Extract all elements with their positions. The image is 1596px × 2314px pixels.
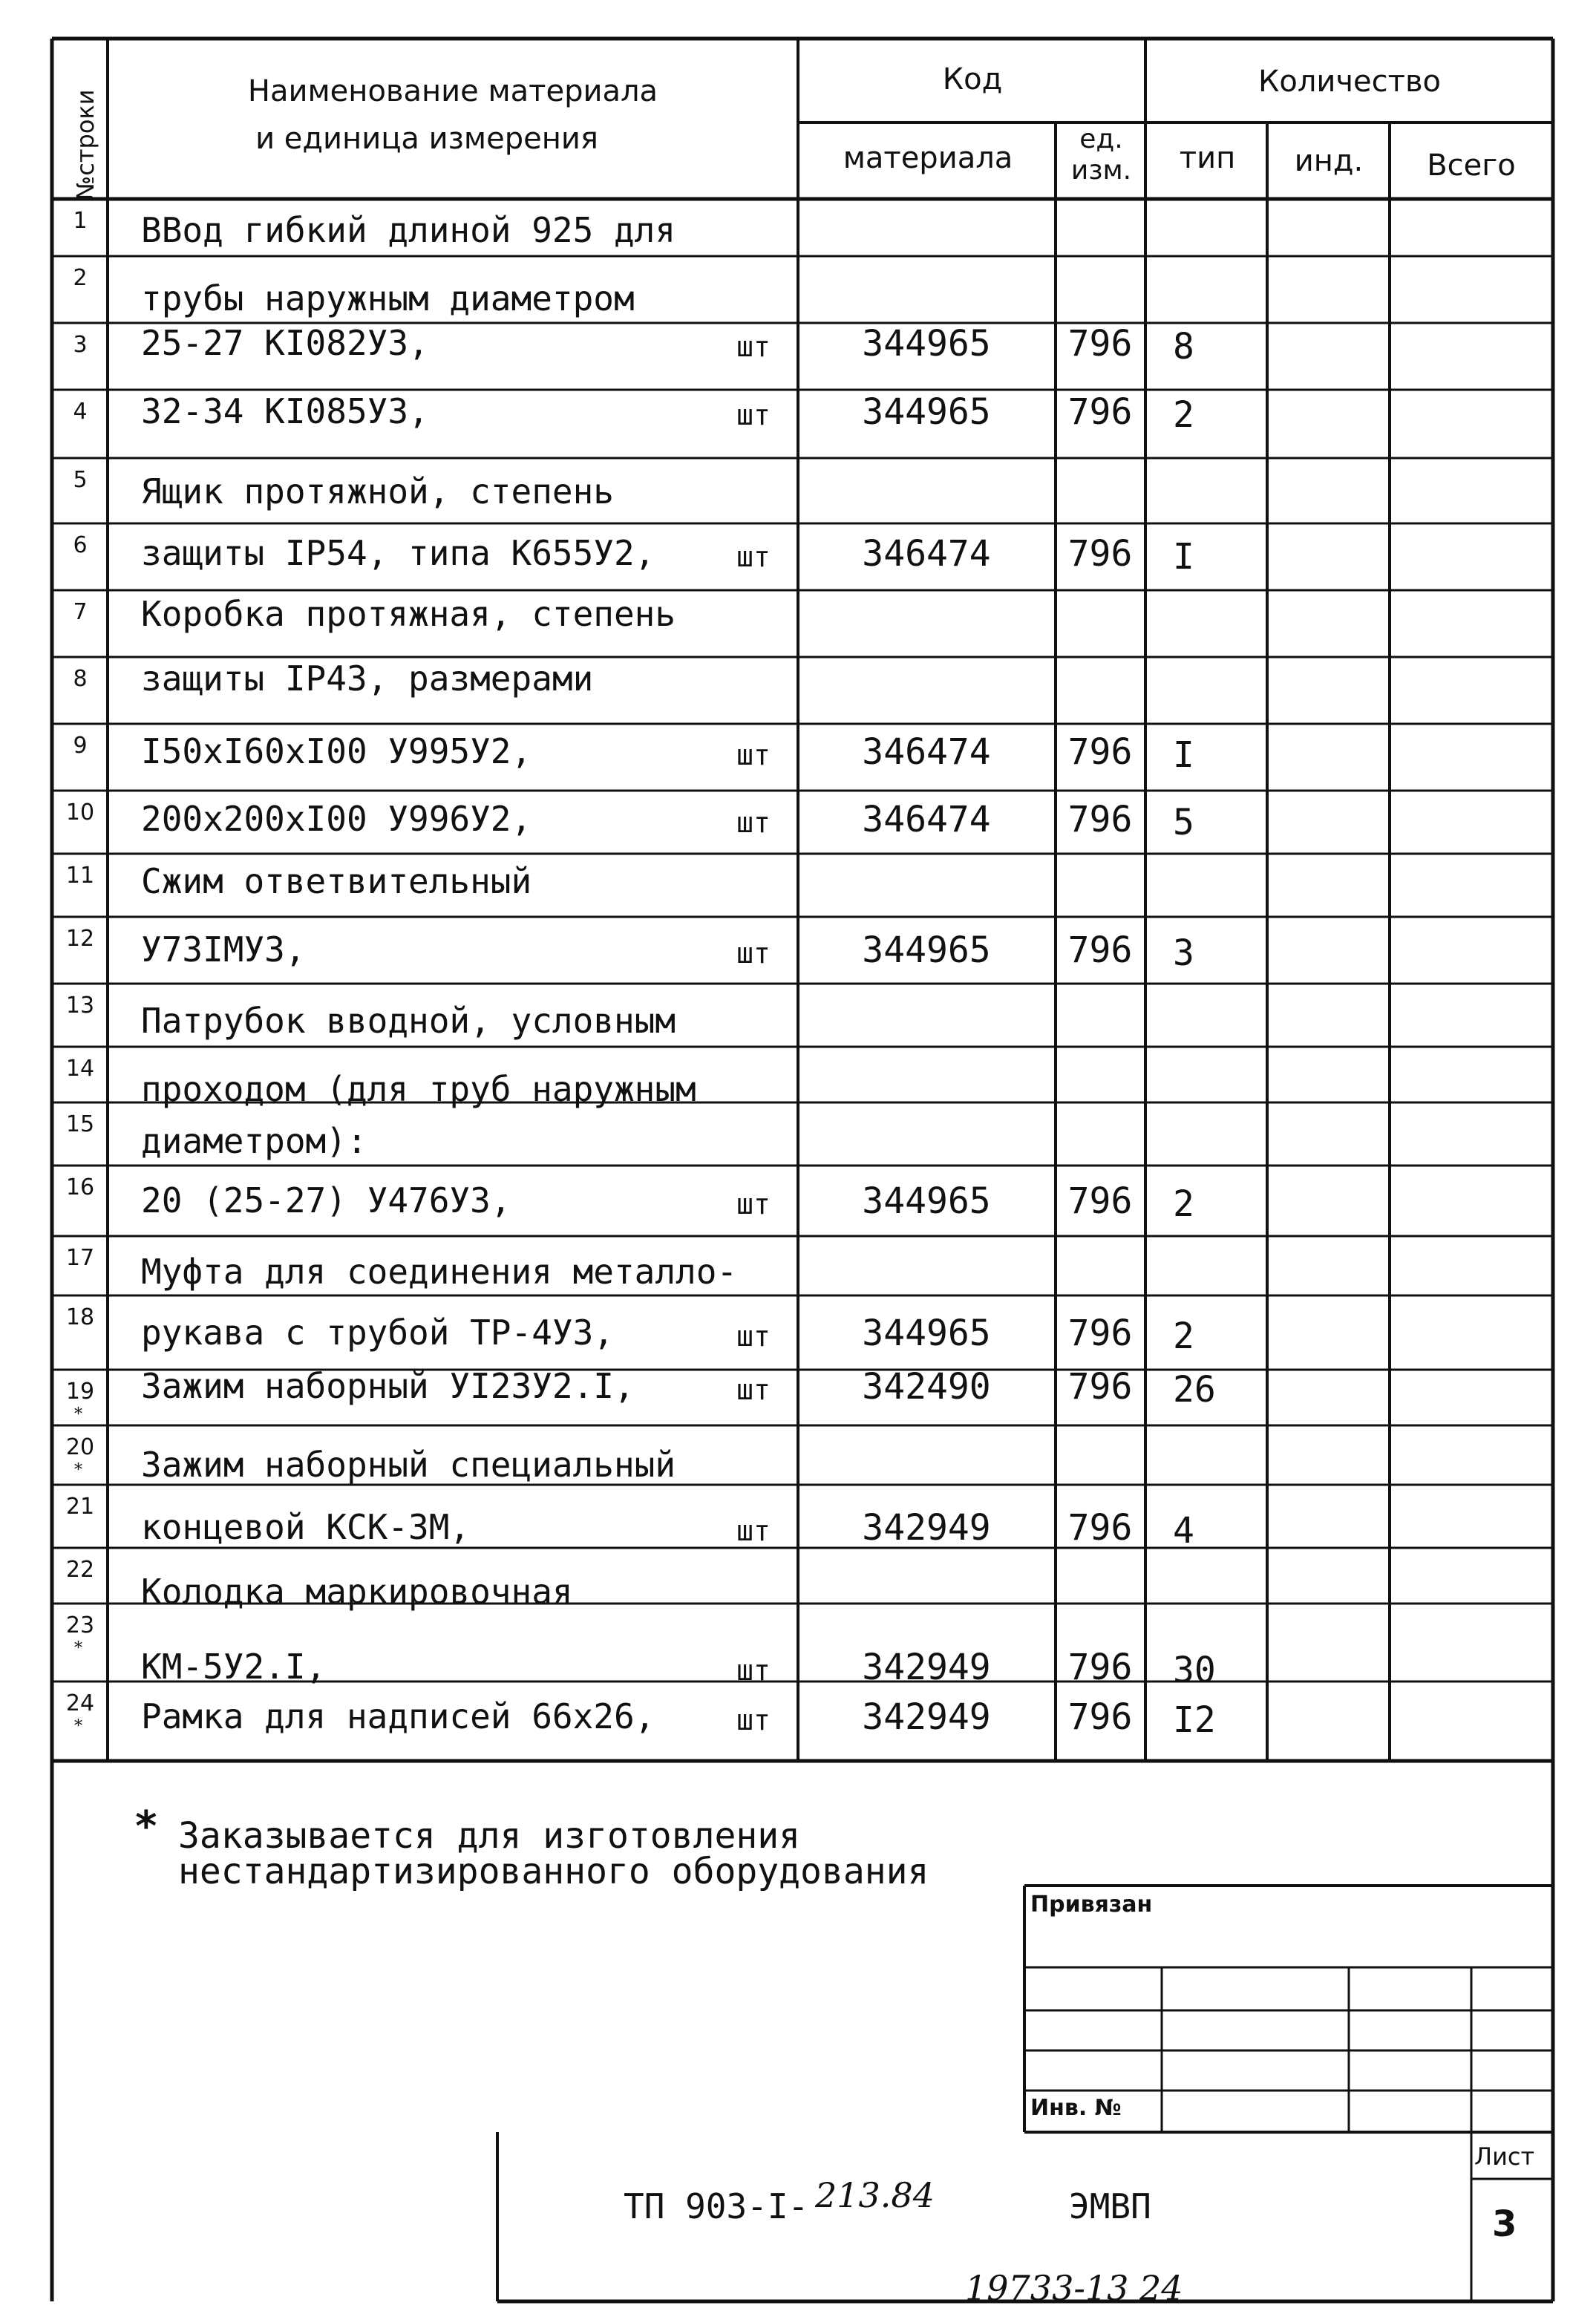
material-name: Колодка маркировочная	[141, 1572, 573, 1612]
material-code: 346474	[862, 533, 991, 575]
row-number: 7	[73, 599, 88, 625]
type-quantity: 2	[1173, 1315, 1194, 1357]
row-number-header: №строки	[71, 89, 99, 200]
row-number: 4	[73, 399, 88, 425]
material-name: защиты IP43, размерами	[141, 658, 594, 699]
unit-header-line1: ед.	[1079, 124, 1123, 154]
material-code: 344965	[862, 323, 991, 365]
type-quantity: 2	[1173, 394, 1194, 436]
row-number: 1	[73, 208, 88, 234]
quantity-header: Количество	[1257, 65, 1441, 99]
row-number: 2	[73, 265, 88, 291]
type-quantity: I2	[1173, 1699, 1216, 1741]
material-name: Муфта для соединения металло-	[141, 1252, 738, 1292]
asterisk-mark: *	[134, 1802, 159, 1851]
material-name: Зажим наборный УI23У2.I,	[141, 1366, 635, 1406]
unit-label: шт	[736, 1704, 771, 1736]
material-code: 342949	[862, 1507, 991, 1549]
material-name: трубы наружным диаметром	[141, 278, 635, 318]
material-name: Ящик протяжной, степень	[141, 471, 614, 512]
unit-code: 796	[1067, 929, 1133, 971]
type-quantity: 30	[1173, 1650, 1216, 1691]
row-number: 9	[73, 733, 88, 759]
unit-label: шт	[736, 937, 771, 970]
material-code: 342949	[862, 1696, 991, 1738]
material-name: защиты IP54, типа К655У2,	[141, 533, 655, 573]
unit-label: шт	[736, 1654, 771, 1687]
unit-code: 796	[1067, 391, 1133, 433]
material-name: Сжим ответвительный	[141, 861, 532, 901]
material-name: 25-27 КI082У3,	[141, 323, 429, 363]
unit-code: 796	[1067, 1647, 1133, 1688]
sheet-label: Лист	[1474, 2143, 1535, 2171]
material-name: рукава с трубой ТР-4У3,	[141, 1313, 614, 1353]
sheet-number: 3	[1492, 2203, 1517, 2245]
row-number: 18	[65, 1304, 95, 1330]
material-code: 346474	[862, 799, 991, 840]
material-name: проходом (для труб наружным	[141, 1069, 696, 1109]
row-number: 14	[65, 1056, 95, 1082]
unit-code: 796	[1067, 1366, 1133, 1408]
row-number: 24	[65, 1690, 95, 1716]
row-asterisk-marker: *	[74, 1717, 82, 1736]
row-number: 21	[65, 1494, 95, 1520]
unit-code: 796	[1067, 731, 1133, 773]
type-quantity: I	[1173, 536, 1194, 578]
material-name-header-line2: и единица измерения	[255, 122, 598, 156]
unit-code: 796	[1067, 1180, 1133, 1222]
type-quantity: 2	[1173, 1183, 1194, 1225]
material-name: КМ-5У2.I,	[141, 1647, 327, 1687]
type-quantity: 3	[1173, 932, 1194, 974]
row-number: 22	[65, 1557, 95, 1583]
material-code: 344965	[862, 929, 991, 971]
row-number: 17	[65, 1245, 95, 1271]
unit-code: 796	[1067, 1507, 1133, 1549]
material-code: 344965	[862, 1180, 991, 1222]
unit-code: 796	[1067, 533, 1133, 575]
material-name: Зажим наборный специальный	[141, 1445, 676, 1485]
material-code-header: материала	[843, 141, 1013, 175]
unit-header-line2: изм.	[1070, 155, 1132, 186]
inventory-number-label: Инв. №	[1030, 2095, 1122, 2121]
material-name-header-line1: Наименование материала	[247, 74, 658, 108]
row-number: 16	[65, 1174, 95, 1200]
document-mark: ЭМВП	[1069, 2186, 1151, 2226]
row-number: 3	[73, 332, 88, 358]
row-number: 10	[65, 800, 95, 826]
unit-label: шт	[736, 1373, 771, 1406]
unit-label: шт	[736, 330, 771, 363]
row-number: 5	[73, 467, 88, 493]
type-quantity: 8	[1173, 326, 1194, 367]
unit-label: шт	[736, 1188, 771, 1220]
material-code: 346474	[862, 731, 991, 773]
row-asterisk-marker: *	[74, 1405, 82, 1424]
row-number: 23	[65, 1612, 95, 1638]
material-name: Коробка протяжная, степень	[141, 594, 676, 634]
row-number: 20	[65, 1434, 95, 1460]
code-header: Код	[942, 62, 1003, 97]
document-code: ТП 903-I-	[624, 2186, 809, 2226]
type-quantity: I	[1173, 734, 1194, 776]
document-code-handwritten: 213.84	[815, 2175, 935, 2215]
material-code: 342949	[862, 1647, 991, 1688]
material-name: Рамка для надписей 66x26,	[141, 1696, 655, 1736]
material-name: диаметром):	[141, 1121, 367, 1161]
type-header: тип	[1179, 141, 1236, 175]
material-name: ВВод гибкий длиной 925 для	[141, 210, 676, 250]
material-name: 20 (25-27) У476У3,	[141, 1180, 511, 1220]
material-name: У73IМУ3,	[141, 929, 306, 970]
unit-label: шт	[736, 399, 771, 431]
unit-label: шт	[736, 806, 771, 839]
material-name: концевой КСК-3М,	[141, 1507, 471, 1547]
type-quantity: 4	[1173, 1510, 1194, 1552]
row-number: 15	[65, 1111, 95, 1137]
material-name: Патрубок вводной, условным	[141, 1001, 676, 1041]
type-quantity: 5	[1173, 802, 1194, 843]
material-code: 344965	[862, 1313, 991, 1354]
material-name: I50xI60xI00 У995У2,	[141, 731, 532, 771]
row-asterisk-marker: *	[74, 1461, 82, 1480]
footnote-line1: Заказывается для изготовления	[178, 1815, 801, 1857]
footnote-line2: нестандартизированного оборудования	[178, 1851, 929, 1892]
row-number: 13	[65, 993, 95, 1019]
row-number: 11	[65, 863, 95, 889]
material-code: 342490	[862, 1366, 991, 1408]
row-number: 6	[73, 532, 88, 558]
unit-label: шт	[736, 739, 771, 771]
unit-code: 796	[1067, 1313, 1133, 1354]
unit-label: шт	[736, 1320, 771, 1353]
unit-code: 796	[1067, 323, 1133, 365]
material-name: 200x200xI00 У996У2,	[141, 799, 532, 839]
material-code: 344965	[862, 391, 991, 433]
type-quantity: 26	[1173, 1369, 1216, 1411]
handwritten-archive-number: 19733-13 24	[965, 2268, 1183, 2308]
row-number: 8	[73, 666, 88, 692]
attached-label: Привязан	[1030, 1892, 1153, 1918]
unit-label: шт	[736, 1514, 771, 1547]
unit-code: 796	[1067, 799, 1133, 840]
total-header: Всего	[1427, 148, 1516, 183]
unit-code: 796	[1067, 1696, 1133, 1738]
unit-label: шт	[736, 540, 771, 573]
row-asterisk-marker: *	[74, 1639, 82, 1658]
ind-header: инд.	[1294, 144, 1364, 178]
row-number: 19	[65, 1379, 95, 1405]
material-name: 32-34 КI085У3,	[141, 391, 429, 431]
row-number: 12	[65, 926, 95, 952]
